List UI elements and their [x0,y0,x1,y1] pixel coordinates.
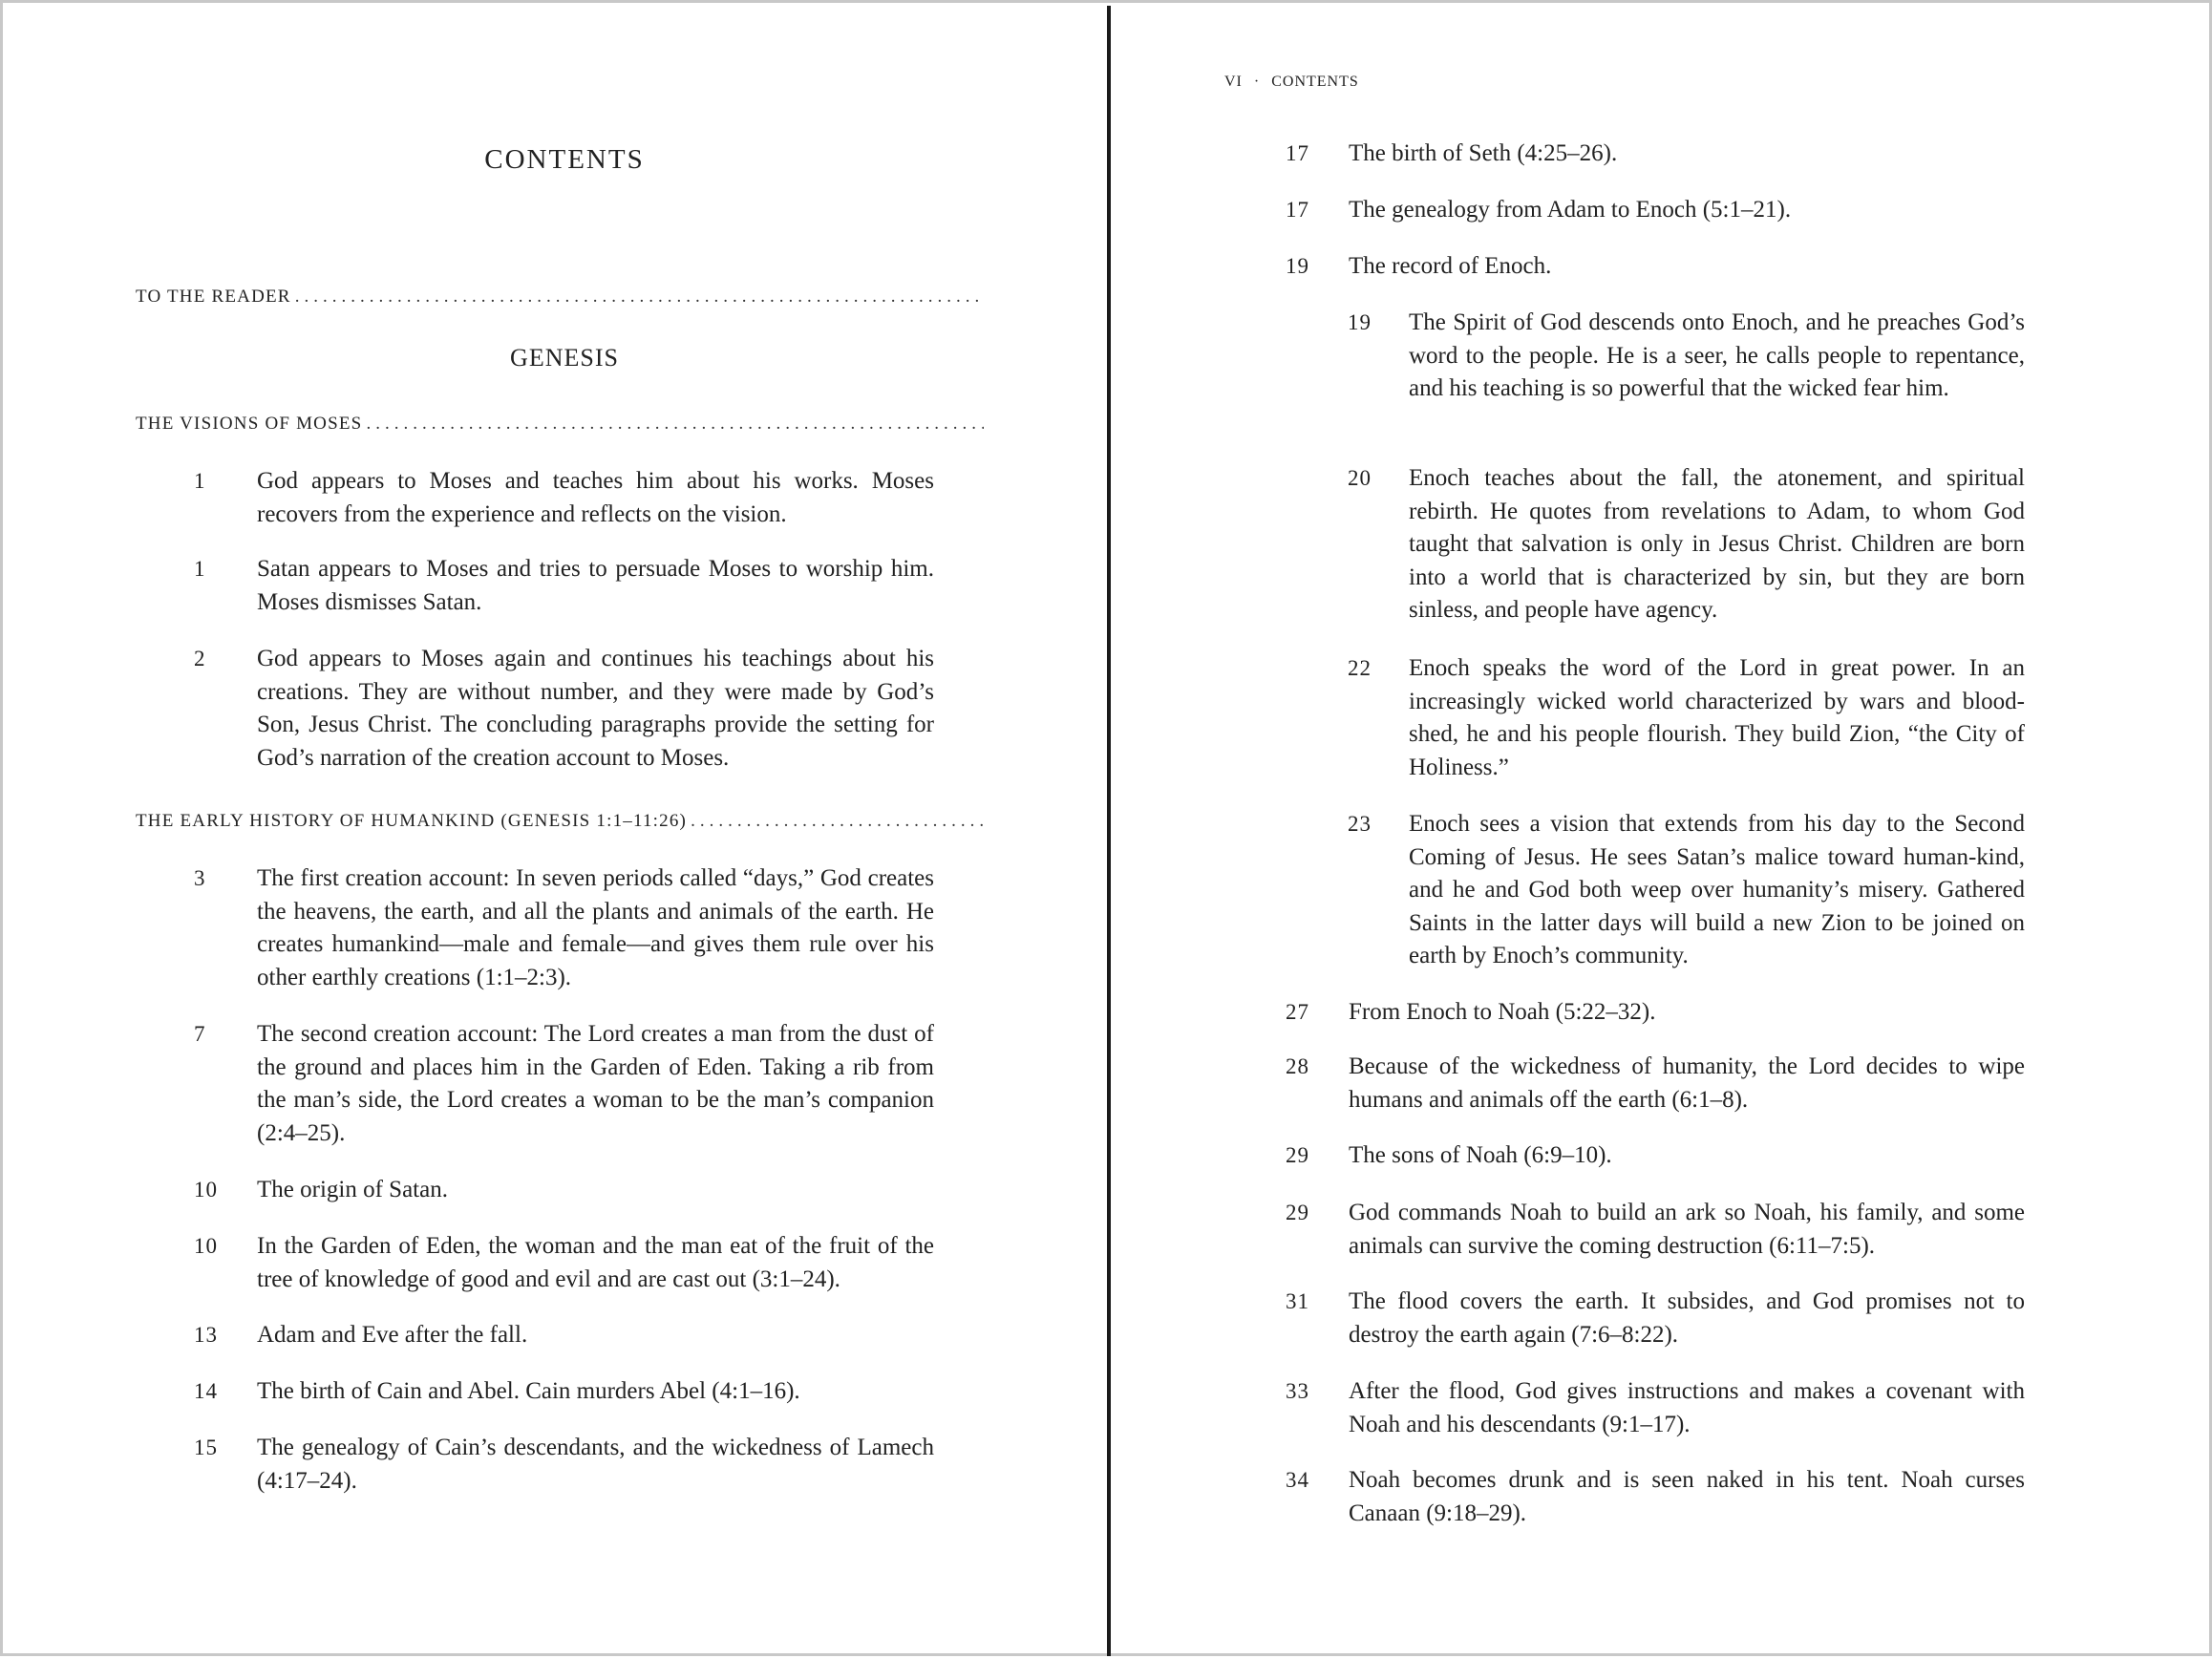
toc-entry[interactable] [194,1319,934,1352]
entry-text: The birth of Cain and Abel. Cain murders Abel (4:1–16). [257,1378,800,1404]
toc-section-label: THE VISIONS OF MOSES [136,414,363,434]
page-number: 29 [1286,1143,1309,1167]
toc-entry[interactable] [194,553,934,619]
page-number: 2 [194,647,206,670]
toc-entry[interactable] [194,1375,934,1409]
running-head [1224,74,1359,91]
entry-text: Enoch sees a vision that extends from his day to the Second Coming of Jesus. He sees Satan’s malice toward human-kind, and he and God both weep over humanity’s misery. Gathered Saints in the latter days will build a new Zion to be joined on earth by Enoch’s community. [1409,811,2025,968]
entry-text: Adam and Eve after the fall. [257,1322,528,1348]
left-page [3,3,1107,1659]
toc-section-label: THE EARLY HISTORY OF HUMANKIND (GENESIS 1:1–11:26) [136,811,688,831]
page-number: 1 [194,557,206,581]
page-number: 17 [1286,198,1309,222]
page-number: 23 [1348,812,1372,836]
page-number: 29 [1286,1201,1309,1224]
page-number: 33 [1286,1379,1309,1403]
toc-entry[interactable] [194,1174,934,1207]
toc-entry[interactable] [1286,1464,2025,1530]
entry-text: The sons of Noah (6:9–10). [1349,1142,1612,1168]
toc-entry[interactable] [1286,250,2025,284]
entry-text: The second creation account: The Lord creates a man from the dust of the ground and places him in the Garden of Eden. Taking a rib from the man’s side, the Lord creates a woman to be the man’s companion (2:4–25). [257,1021,934,1146]
running-head-page: VI [1224,74,1243,90]
entry-text: Noah becomes drunk and is seen naked in his tent. Noah curses Canaan (9:18–29). [1349,1467,2025,1526]
toc-section-early-history[interactable] [136,811,984,832]
entry-text: Enoch teaches about the fall, the atonement, and spiritual rebirth. He quotes from revelations to Adam, to whom God taught that salvation is only in Jesus Christ. Children are born into a world that is characterized by sin, but they are born sinless, and people have agency. [1409,465,2025,623]
dot-leader [366,414,984,435]
page-number: 19 [1286,254,1309,278]
toc-row-to-the-reader[interactable] [136,287,984,308]
page-number: 20 [1348,466,1372,490]
toc-entry[interactable] [194,1018,934,1150]
toc-entry[interactable] [1286,1197,2025,1263]
entry-text: The flood covers the earth. It subsides, and God promises not to destroy the earth again (7:6–8:22). [1349,1288,2025,1348]
page-number: 10 [194,1234,218,1258]
toc-entry[interactable] [194,1230,934,1296]
toc-entry[interactable] [194,465,934,531]
page-number: 34 [1286,1468,1309,1492]
dot-leader [295,287,984,308]
toc-entry[interactable] [1286,996,2025,1030]
running-head-separator: · [1253,74,1261,90]
dot-leader [691,811,984,832]
page-number: 19 [1348,310,1372,334]
entry-text: The Spirit of God descends onto Enoch, and he preaches God’s word to the people. He is a seer, he calls people to repentance, and his teaching is so powerful that the wicked fear him. [1409,309,2025,401]
page-number: 13 [194,1323,218,1347]
page-number: 15 [194,1436,218,1459]
toc-subentry[interactable] [1348,808,2025,973]
running-head-title: CONTENTS [1271,74,1359,90]
toc-entry[interactable] [194,643,934,775]
page-number: 14 [194,1379,218,1403]
page-number: 1 [194,469,206,493]
entry-text: Because of the wickedness of humanity, the Lord decides to wipe humans and animals off the earth (6:1–8). [1349,1053,2025,1113]
entry-text: Enoch speaks the word of the Lord in great power. In an increasingly wicked world characterized by wars and blood-shed, he and his people flourish. They build Zion, “the City of Holiness.” [1409,655,2025,780]
toc-subentry[interactable] [1348,652,2025,784]
entry-text: God appears to Moses and teaches him about his works. Moses recovers from the experience and reflects on the vision. [257,468,934,527]
page-number: 28 [1286,1054,1309,1078]
toc-entry[interactable] [1286,138,2025,171]
toc-row-label: TO THE READER [136,287,291,307]
page-title: CONTENTS [484,144,645,175]
entry-text: The record of Enoch. [1349,253,1552,279]
entry-text: God commands Noah to build an ark so Noah, his family, and some animals can survive the coming destruction (6:11–7:5). [1349,1200,2025,1259]
page-number: 22 [1348,656,1372,680]
book-heading: GENESIS [510,344,619,372]
entry-text: The origin of Satan. [257,1177,448,1202]
toc-entry[interactable] [1286,194,2025,227]
toc-entry[interactable] [1286,1139,2025,1173]
page-number: 17 [1286,141,1309,165]
page-number: 10 [194,1178,218,1202]
page-number: 31 [1286,1289,1309,1313]
page-number: 7 [194,1022,206,1046]
entry-text: In the Garden of Eden, the woman and the man eat of the fruit of the tree of knowledge of good and evil and are cast out (3:1–24). [257,1233,934,1292]
toc-entry[interactable] [194,1432,934,1498]
page-number: 27 [1286,1000,1309,1024]
entry-text: The birth of Seth (4:25–26). [1349,140,1618,166]
entry-text: The genealogy of Cain’s descendants, and the wickedness of Lamech (4:17–24). [257,1435,934,1494]
toc-section-visions-of-moses[interactable] [136,414,984,435]
toc-entry[interactable] [194,862,934,994]
entry-text: After the flood, God gives instructions and makes a covenant with Noah and his descendants (9:1–17). [1349,1378,2025,1437]
toc-entry[interactable] [1286,1051,2025,1117]
toc-entry[interactable] [1286,1286,2025,1351]
page-number: 3 [194,866,206,890]
toc-entry[interactable] [1286,1375,2025,1441]
entry-text: God appears to Moses again and continues his teachings about his creations. They are without number, and they were made by God’s Son, Jesus Christ. The concluding paragraphs provide the setting for God’s narration of the creation account to Moses. [257,646,934,771]
entry-text: The first creation account: In seven periods called “days,” God creates the heavens, the earth, and all the plants and animals of the earth. He creates humankind—male and female—and gives them rule over his other earthly creations (1:1–2:3). [257,865,934,990]
entry-text: Satan appears to Moses and tries to persuade Moses to worship him. Moses dismisses Satan. [257,556,934,615]
toc-subentry[interactable] [1348,307,2025,406]
toc-subentry[interactable] [1348,462,2025,627]
page-spine [1107,6,1111,1656]
entry-text: The genealogy from Adam to Enoch (5:1–21). [1349,197,1792,223]
entry-text: From Enoch to Noah (5:22–32). [1349,999,1656,1025]
